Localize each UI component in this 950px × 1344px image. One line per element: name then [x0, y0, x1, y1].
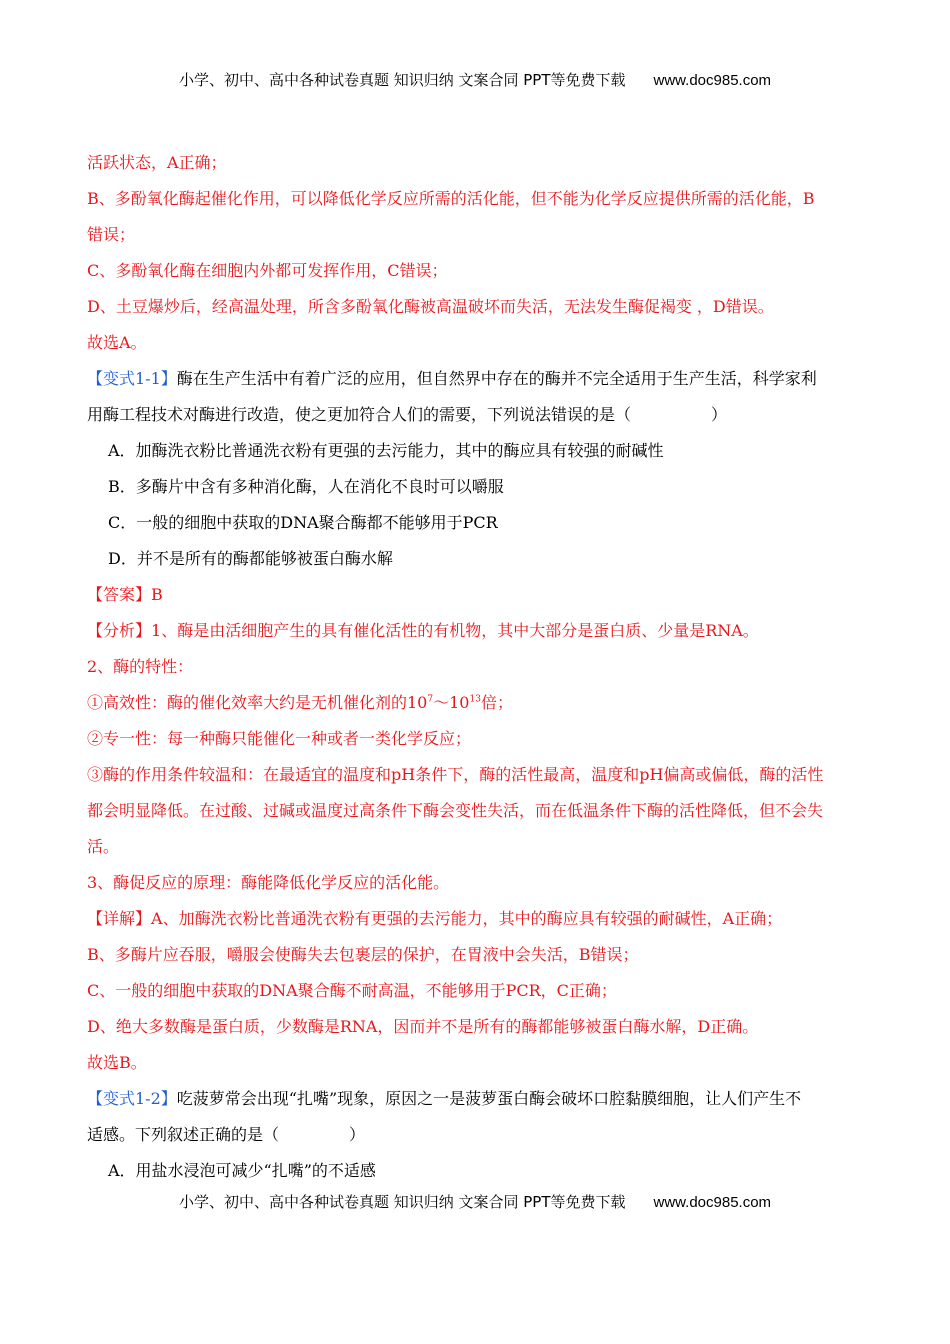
prev-explanation-line-2: B、多酚氧化酶起催化作用，可以降低化学反应所需的活化能，但不能为化学反应提供所需的活化能，B [87, 189, 815, 208]
analysis-line-6: 都会明显降低。在过酸、过碱或温度过高条件下酶会变性失活，而在低温条件下酶的活性降低，但不会失 [87, 801, 824, 820]
question-1-stem-line-1 [87, 361, 867, 397]
analysis-line-2: 2、酶的特性： [87, 657, 194, 676]
analysis-text-3-pre: ①高效性：酶的催化效率大约是无机催化剂的10 [87, 693, 428, 712]
prev-explanation-line-5: D、土豆爆炒后，经高温处理，所含多酚氧化酶被高温破坏而失活，无法发生酶促褐变 ，D错误。 [87, 297, 774, 316]
detail-line-3: C、一般的细胞中获取的DNA聚合酶不耐高温，不能够用于PCR，C正确； [87, 981, 617, 1000]
page-footer [0, 1191, 950, 1212]
footer-site-link[interactable]: www.doc985.com [653, 1194, 772, 1211]
document-body [87, 145, 867, 1189]
prev-explanation-line-4: C、多酚氧化酶在细胞内外都可发挥作用，C错误； [87, 261, 448, 280]
question-2-stem-line-2 [87, 1117, 867, 1153]
header-text: 小学、初中、高中各种试卷真题 知识归纳 文案合同 PPT等免费下载 [178, 71, 626, 89]
question-1-option-d: D．并不是所有的酶都能够被蛋白酶水解 [108, 549, 393, 568]
exponent-7: 7 [427, 694, 434, 705]
question-2-stem-close: ） [349, 1125, 366, 1144]
prev-explanation-line-1: 活跃状态，A正确； [87, 153, 227, 172]
exponent-13: 13 [469, 694, 481, 705]
question-2-stem-text-1: 吃菠萝常会出现“扎嘴”现象，原因之一是菠萝蛋白酶会破坏口腔黏膜细胞，让人们产生不 [176, 1089, 802, 1108]
question-2-tag: 【变式1-2】 [87, 1089, 177, 1108]
detail-tag: 【详解】 [87, 909, 152, 928]
question-1-conclusion: 故选B。 [87, 1053, 147, 1072]
header-site-link[interactable]: www.doc985.com [653, 72, 772, 89]
analysis-tag: 【分析】 [87, 621, 152, 640]
analysis-line-3 [87, 685, 867, 721]
analysis-line-8: 3、酶促反应的原理：酶能降低化学反应的活化能。 [87, 873, 450, 892]
question-1-option-b: B．多酶片中含有多种消化酶，人在消化不良时可以嚼服 [108, 477, 504, 496]
question-1-stem-text-2: 用酶工程技术对酶进行改造，使之更加符合人们的需要，下列说法错误的是（ [87, 405, 632, 424]
question-1-option-c: C．一般的细胞中获取的DNA聚合酶都不能够用于PCR [108, 513, 498, 532]
prev-conclusion: 故选A。 [87, 333, 147, 352]
analysis-line-5: ③酶的作用条件较温和：在最适宜的温度和pH条件下，酶的活性最高，温度和pH偏高或偏低，酶的活性 [87, 765, 824, 784]
analysis-text-3-mid: ～10 [433, 693, 470, 712]
detail-line-4: D、绝大多数酶是蛋白质，少数酶是RNA，因而并不是所有的酶都能够被蛋白酶水解，D正确。 [87, 1017, 759, 1036]
question-1-stem-close: ） [711, 405, 728, 424]
answer-tag: 【答案】 [87, 585, 152, 604]
answer-value: B [151, 585, 163, 604]
detail-line-2: B、多酶片应吞服，嚼服会使酶失去包裹层的保护，在胃液中会失活，B错误； [87, 945, 639, 964]
analysis-text-1: 1、酶是由活细胞产生的具有催化活性的有机物，其中大部分是蛋白质、少量是RNA。 [151, 621, 759, 640]
footer-text: 小学、初中、高中各种试卷真题 知识归纳 文案合同 PPT等免费下载 [178, 1193, 626, 1211]
analysis-line-1 [87, 613, 867, 649]
analysis-line-7: 活。 [87, 837, 120, 856]
question-1-stem-text-1: 酶在生产生活中有着广泛的应用，但自然界中存在的酶并不完全适用于生产生活，科学家利 [176, 369, 817, 388]
detail-line-1 [87, 901, 867, 937]
analysis-line-4: ②专一性：每一种酶只能催化一种或者一类化学反应； [87, 729, 472, 748]
question-1-option-a: A．加酶洗衣粉比普通洗衣粉有更强的去污能力，其中的酶应具有较强的耐碱性 [108, 441, 664, 460]
question-1-answer [87, 577, 867, 613]
question-1-tag: 【变式1-1】 [87, 369, 177, 388]
analysis-text-3-post: 倍； [480, 693, 513, 712]
question-2-stem-line-1 [87, 1081, 867, 1117]
question-2-stem-text-2: 适感。下列叙述正确的是（ [87, 1125, 280, 1144]
prev-explanation-line-3: 错误； [87, 225, 136, 244]
page-header [0, 69, 950, 90]
question-1-stem-line-2 [87, 397, 867, 433]
question-2-option-a: A．用盐水浸泡可减少“扎嘴”的不适感 [108, 1161, 376, 1180]
detail-text-1: A、加酶洗衣粉比普通洗衣粉有更强的去污能力，其中的酶应具有较强的耐碱性，A正确； [151, 909, 783, 928]
